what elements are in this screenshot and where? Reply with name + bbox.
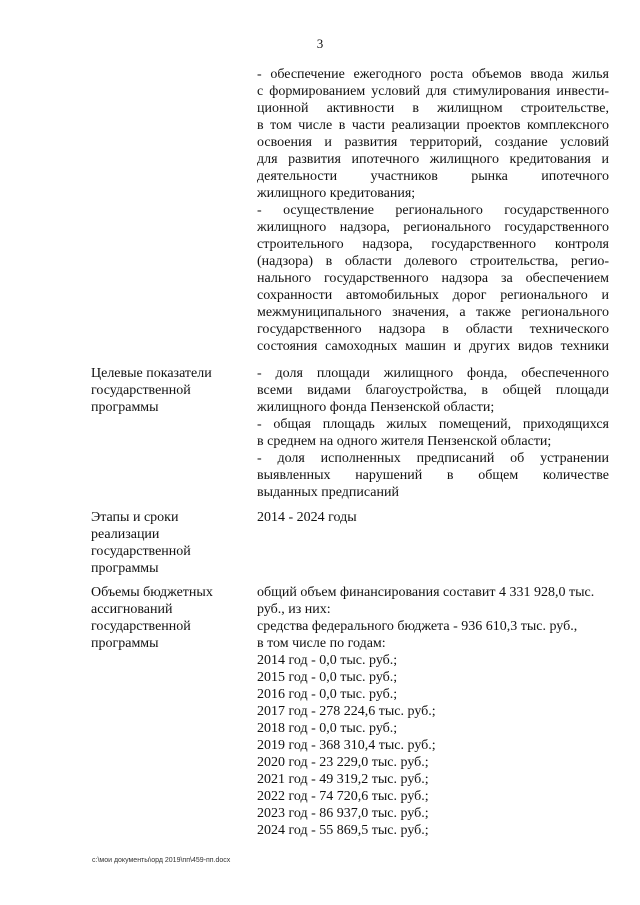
year-line: 2019 год - 368 310,4 тыс. руб.; bbox=[257, 738, 436, 753]
page-number: 3 bbox=[316, 36, 324, 51]
text-line: выявленных нарушений в общем количестве bbox=[257, 468, 609, 483]
text-line: жилищного фонда Пензенской области; bbox=[257, 400, 495, 415]
budget-allocations-text bbox=[257, 584, 609, 839]
text-line: руб., из них: bbox=[257, 602, 331, 617]
label-line: программы bbox=[91, 400, 159, 415]
label-line: государственной bbox=[91, 383, 191, 398]
text-line: государственного надзора в области технического bbox=[257, 322, 609, 337]
text-line: - осуществление регионального государственного bbox=[257, 203, 609, 218]
year-line: 2016 год - 0,0 тыс. руб.; bbox=[257, 687, 398, 702]
label-line: Этапы и сроки bbox=[91, 510, 179, 525]
label-target-indicators bbox=[91, 365, 241, 416]
label-budget-allocations bbox=[91, 584, 241, 652]
stages-terms-text bbox=[257, 509, 609, 526]
text-line: сохранности автомобильных дорог регионального и bbox=[257, 288, 609, 303]
text-line: с формированием условий для стимулирования инвести- bbox=[257, 84, 609, 99]
tasks-text bbox=[257, 66, 609, 355]
file-path-footer: c:\мои документы\орд 2019\пп\459-пп.docx bbox=[92, 857, 231, 864]
text-line: - обеспечение ежегодного роста объемов ввода жилья bbox=[257, 67, 609, 82]
text-line: в среднем на одного жителя Пензенской области; bbox=[257, 434, 552, 449]
text-line: в том числе в части реализации проектов комплексного bbox=[257, 118, 609, 133]
text-line: ционной активности в жилищном строительстве, bbox=[257, 101, 609, 116]
text-line: - доля исполненных предписаний об устранении bbox=[257, 451, 609, 466]
label-line: государственной bbox=[91, 544, 191, 559]
year-line: 2014 год - 0,0 тыс. руб.; bbox=[257, 653, 398, 668]
year-line: 2023 год - 86 937,0 тыс. руб.; bbox=[257, 806, 429, 821]
text-line: строительного надзора, государственного контроля bbox=[257, 237, 609, 252]
label-line: Целевые показатели bbox=[91, 366, 212, 381]
year-line: 2021 год - 49 319,2 тыс. руб.; bbox=[257, 772, 429, 787]
text-line: средства федерального бюджета - 936 610,3 тыс. руб., bbox=[257, 619, 578, 634]
text-line: - доля площади жилищного фонда, обеспеченного bbox=[257, 366, 609, 381]
year-line: 2022 год - 74 720,6 тыс. руб.; bbox=[257, 789, 429, 804]
year-line: 2018 год - 0,0 тыс. руб.; bbox=[257, 721, 398, 736]
label-line: государственной bbox=[91, 619, 191, 634]
label-line: Объемы бюджетных bbox=[91, 585, 213, 600]
year-line: 2024 год - 55 869,5 тыс. руб.; bbox=[257, 823, 429, 838]
text-line: межмуниципального значения, а также регионального bbox=[257, 305, 609, 320]
label-stages-terms bbox=[91, 509, 241, 577]
text-line: нального государственного надзора за обеспечением bbox=[257, 271, 609, 286]
text-line: 2014 - 2024 годы bbox=[257, 510, 357, 525]
text-line: - общая площадь жилых помещений, приходящихся bbox=[257, 417, 609, 432]
text-line: всеми видами благоустройства, в общей площади bbox=[257, 383, 609, 398]
text-line: освоения и развития территорий, создание условий bbox=[257, 135, 609, 150]
target-indicators-text bbox=[257, 365, 609, 501]
label-line: программы bbox=[91, 561, 159, 576]
label-line: программы bbox=[91, 636, 159, 651]
text-line: общий объем финансирования составит 4 331 928,0 тыс. bbox=[257, 585, 595, 600]
text-line: состояния самоходных машин и других видов техники bbox=[257, 339, 609, 354]
text-line: жилищного надзора, регионального государственного bbox=[257, 220, 609, 235]
label-line: реализации bbox=[91, 527, 160, 542]
label-line: ассигнований bbox=[91, 602, 173, 617]
text-line: жилищного кредитования; bbox=[257, 186, 416, 201]
text-line: выданных предписаний bbox=[257, 485, 399, 500]
year-line: 2020 год - 23 229,0 тыс. руб.; bbox=[257, 755, 429, 770]
text-line: в том числе по годам: bbox=[257, 636, 386, 651]
year-line: 2017 год - 278 224,6 тыс. руб.; bbox=[257, 704, 436, 719]
year-line: 2015 год - 0,0 тыс. руб.; bbox=[257, 670, 398, 685]
text-line: (надзора) в области долевого строительства, регио- bbox=[257, 254, 609, 269]
text-line: для развития ипотечного жилищного кредитования и bbox=[257, 152, 609, 167]
text-line: деятельности участников рынка ипотечного bbox=[257, 169, 609, 184]
